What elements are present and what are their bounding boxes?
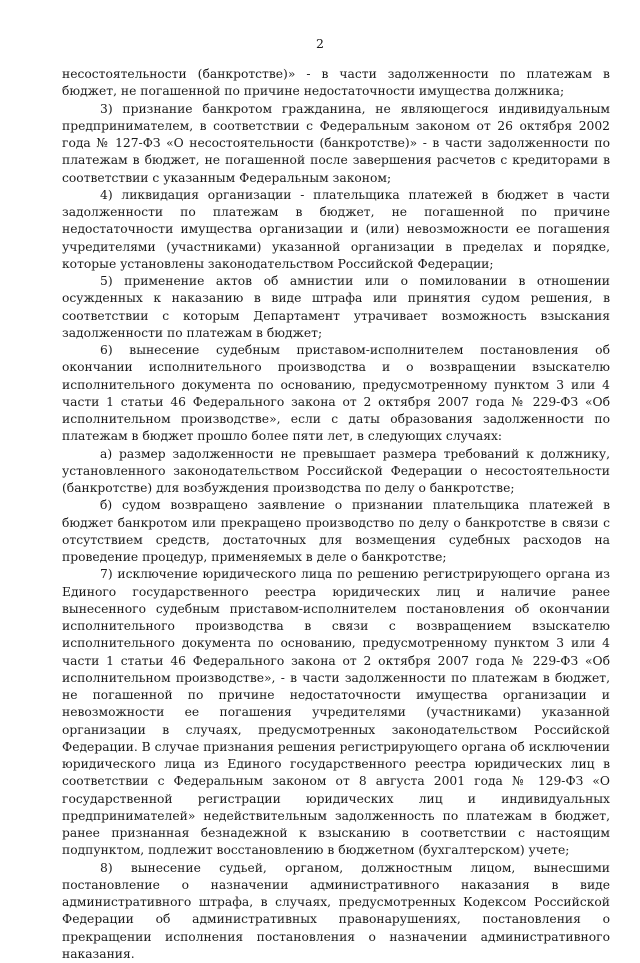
document-body [62, 66, 610, 963]
paragraph-subitem-a: а) размер задолженности не превышает размера требований к должнику, установленного законодательством Российской Федерации о несостоятельности (банкротстве) для возбуждения производства по делу о банкротстве; [62, 446, 610, 498]
paragraph-item-8: 8) вынесение судьей, органом, должностным лицом, вынесшими постановление о назначении административного наказания в виде административного штрафа, в случаях, предусмотренных Кодексом Российской Федерации об административных правонарушениях, постановления о прекращении исполнения постановления о назначении административного наказания. [62, 860, 610, 963]
paragraph-subitem-b: б) судом возвращено заявление о признании плательщика платежей в бюджет банкротом или прекращено производство по делу о банкротстве в связи с отсутствием средств, достаточных для возмещения судебных расходов на проведение процедур, применяемых в деле о банкротстве; [62, 497, 610, 566]
paragraph-item-7: 7) исключение юридического лица по решению регистрирующего органа из Единого государственного реестра юридических лиц и наличие ранее вынесенного судебным приставом-исполнителем постановления об окончании исполнительного производства в связи с возвращением взыскателю исполнительного документа по основанию, предусмотренному пунктом 3 или 4 части 1 статьи 46 Федерального закона от 2 октября 2007 года № 229-ФЗ «Об исполнительном производстве», - в части задолженности по платежам в бюджет, не погашенной по причине недостаточности имущества организации и невозможности ее погашения учредителями (участниками) указанной организации в случаях, предусмотренных законодательством Российской Федерации. В случае признания решения регистрирующего органа об исключении юридического лица из Единого государственного реестра юридических лиц в соответствии с Федеральным законом от 8 августа 2001 года № 129-ФЗ «О государственной регистрации юридических лиц и индивидуальных предпринимателей» недействительным задолженность по платежам в бюджет, ранее признанная безнадежной к взысканию в соответствии с настоящим подпунктом, подлежит восстановлению в бюджетном (бухгалтерском) учете; [62, 566, 610, 859]
paragraph-item-3: 3) признание банкротом гражданина, не являющегося индивидуальным предпринимателем, в соответствии с Федеральным законом от 26 октября 2002 года № 127-ФЗ «О несостоятельности (банкротстве)» - в части задолженности по платежам в бюджет, не погашенной после завершения расчетов с кредиторами в соответствии с указанным Федеральным законом; [62, 101, 610, 187]
paragraph-item-5: 5) применение актов об амнистии или о помиловании в отношении осужденных к наказанию в виде штрафа или принятия судом решения, в соответствии с которым Департамент утрачивает возможность взыскания задолженности по платежам в бюджет; [62, 273, 610, 342]
paragraph-item-6: 6) вынесение судебным приставом-исполнителем постановления об окончании исполнительного производства и о возвращении взыскателю исполнительного документа по основанию, предусмотренному пунктом 3 или 4 части 1 статьи 46 Федерального закона от 2 октября 2007 года № 229-ФЗ «Об исполнительном производстве», если с даты образования задолженности по платежам в бюджет прошло более пяти лет, в следующих случаях: [62, 342, 610, 446]
paragraph-continuation: несостоятельности (банкротстве)» - в части задолженности по платежам в бюджет, не погашенной по причине недостаточности имущества должника; [62, 66, 610, 101]
paragraph-item-4: 4) ликвидация организации - плательщика платежей в бюджет в части задолженности по платежам в бюджет, не погашенной по причине недостаточности имущества организации и (или) невозможности ее погашения учредителями (участниками) указанной организации в пределах и порядке, которые установлены законодательством Российской Федерации; [62, 187, 610, 273]
page-number: 2 [0, 36, 640, 51]
